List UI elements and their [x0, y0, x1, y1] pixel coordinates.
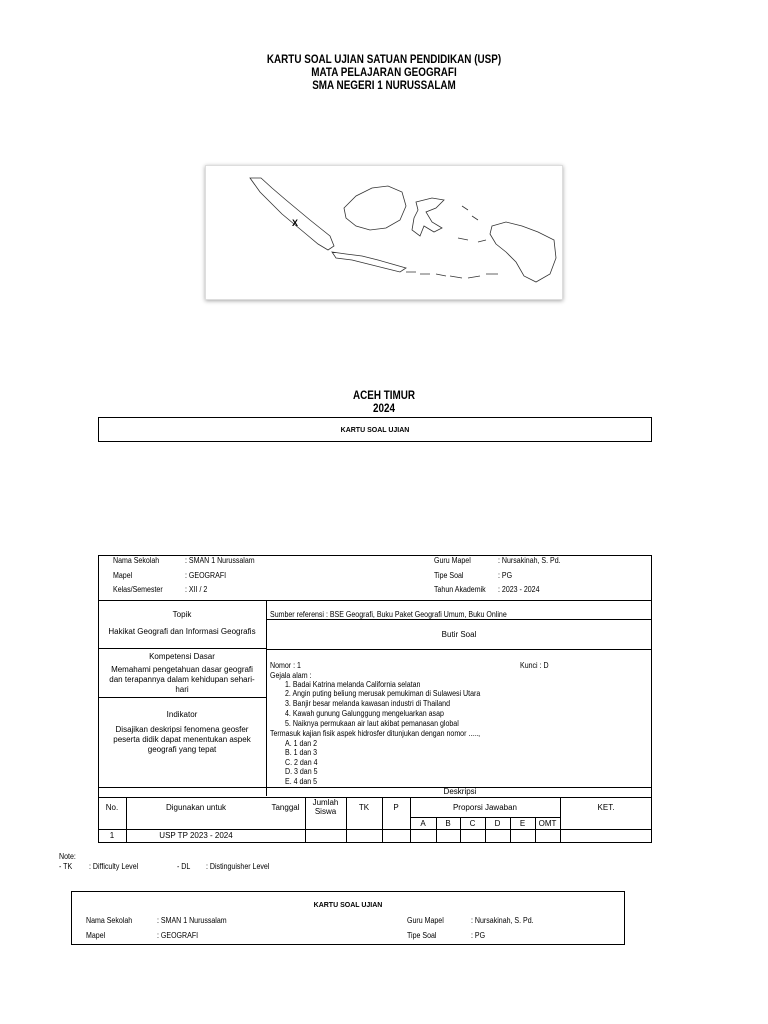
divider	[98, 829, 652, 830]
answer-option: D. 3 dan 5	[285, 767, 318, 776]
type-value: : PG	[498, 571, 513, 580]
col-ket: KET.	[597, 803, 615, 812]
divider	[98, 600, 652, 601]
teacher-value: : Nursakinah, S. Pd.	[498, 556, 561, 565]
sulawesi-island	[412, 198, 444, 236]
divider	[305, 797, 306, 843]
question-number: Nomor : 1	[270, 661, 301, 670]
subject-label: Mapel	[86, 931, 106, 940]
question-text: Termasuk kajian fisik aspek hidrosfer ditunjukan dengan nomor .....,	[270, 729, 481, 738]
row-used-for: USP TP 2023 - 2024	[159, 831, 233, 840]
note-dl-desc: : Distinguisher Level	[206, 862, 270, 871]
reference-text: Sumber referensi : BSE Geografi, Buku Paket Geografi Umum, Buku Online	[270, 610, 507, 619]
topic-text: Hakikat Geografi dan Informasi Geografis	[108, 627, 256, 636]
class-value: : XII / 2	[185, 585, 208, 594]
type-label: Tipe Soal	[434, 571, 464, 580]
sumatra-island	[250, 178, 334, 250]
row-no: 1	[109, 831, 115, 840]
col-date: Tanggal	[271, 803, 300, 812]
choice-d: D	[494, 819, 501, 828]
header-line-3: SMA NEGERI 1 NURUSSALAM	[312, 80, 456, 92]
java-island	[332, 252, 406, 272]
answer-option: E. 4 dan 5	[285, 777, 318, 786]
divider	[98, 648, 266, 649]
subject-value: : GEOGRAFI	[157, 931, 199, 940]
butir-heading: Butir Soal	[441, 630, 477, 639]
note-title: Note:	[59, 852, 76, 861]
papua-island	[490, 222, 556, 282]
school-label: Nama Sekolah	[86, 916, 133, 925]
nusa-tenggara-islands	[406, 272, 498, 278]
col-no: No.	[105, 803, 119, 812]
col-p: P	[393, 803, 399, 812]
region-name: ACEH TIMUR	[352, 390, 416, 402]
year-value: : 2023 - 2024	[498, 585, 540, 594]
teacher-label: Guru Mapel	[434, 556, 471, 565]
note-tk: - TK	[59, 862, 73, 871]
choice-e: E	[519, 819, 526, 828]
phenomenon-item: 3. Banjir besar melanda kawasan industri di Thailand	[285, 699, 451, 708]
type-value: : PG	[471, 931, 486, 940]
col-used-for: Digunakan untuk	[165, 803, 227, 812]
note-tk-desc: : Difficulty Level	[89, 862, 139, 871]
school-value: : SMAN 1 Nurussalam	[157, 916, 227, 925]
card-title-box	[98, 417, 652, 442]
subject-label: Mapel	[113, 571, 133, 580]
map-marker: X	[292, 218, 299, 228]
choice-c: C	[469, 819, 476, 828]
choice-omt: OMT	[538, 819, 557, 828]
divider	[266, 649, 652, 650]
question-intro: Gejala alam :	[270, 671, 312, 680]
indicator-heading: Indikator	[166, 710, 198, 719]
topic-heading: Topik	[172, 610, 192, 619]
kd-text: Memahami pengetahuan dasar geografi dan terapannya dalam kehidupan sehari-hari	[109, 665, 255, 694]
teacher-label: Guru Mapel	[407, 916, 444, 925]
maluku-islands	[458, 206, 486, 242]
answer-option: A. 1 dan 2	[285, 739, 318, 748]
phenomenon-item: 4. Kawah gunung Galunggung mengeluarkan asap	[285, 709, 444, 718]
kd-heading: Kompetensi Dasar	[149, 652, 215, 661]
divider	[98, 787, 652, 788]
school-label: Nama Sekolah	[113, 556, 160, 565]
choice-b: B	[445, 819, 451, 828]
answer-option: C. 2 dan 4	[285, 758, 318, 767]
col-tk: TK	[358, 803, 370, 812]
col-proporsi: Proporsi Jawaban	[452, 803, 518, 812]
year-label: Tahun Akademik	[434, 585, 486, 594]
type-label: Tipe Soal	[407, 931, 437, 940]
deskripsi-heading: Deskripsi	[443, 787, 477, 796]
answer-key: Kunci : D	[520, 661, 549, 670]
divider	[98, 697, 266, 698]
phenomenon-item: 2. Angin puting beliung merusak pemukiman di Sulawesi Utara	[285, 689, 481, 698]
teacher-value: : Nursakinah, S. Pd.	[471, 916, 534, 925]
region-year: 2024	[372, 403, 396, 415]
header-line-1: KARTU SOAL UJIAN SATUAN PENDIDIKAN (USP)	[266, 54, 502, 66]
phenomenon-item: 1. Badai Katrina melanda California selatan	[285, 680, 421, 689]
choice-a: A	[420, 819, 426, 828]
school-value: : SMAN 1 Nurussalam	[185, 556, 255, 565]
note-dl: - DL	[177, 862, 191, 871]
answer-option: B. 1 dan 3	[285, 748, 318, 757]
col-students: Jumlah Siswa	[312, 798, 339, 816]
indicator-text: Disajikan deskripsi fenomena geosfer peserta didik dapat menentukan aspek geografi yang tepat	[113, 725, 251, 754]
header-line-2: MATA PELAJARAN GEOGRAFI	[311, 67, 457, 79]
class-label: Kelas/Semester	[113, 585, 163, 594]
card-title: KARTU SOAL UJIAN	[340, 427, 410, 434]
phenomenon-item: 5. Naiknya permukaan air laut akibat pemanasan global	[285, 719, 459, 728]
second-card-title: KARTU SOAL UJIAN	[313, 902, 383, 909]
divider	[98, 797, 652, 798]
kalimantan-island	[344, 186, 406, 230]
indonesia-map	[205, 165, 563, 300]
subject-value: : GEOGRAFI	[185, 571, 227, 580]
